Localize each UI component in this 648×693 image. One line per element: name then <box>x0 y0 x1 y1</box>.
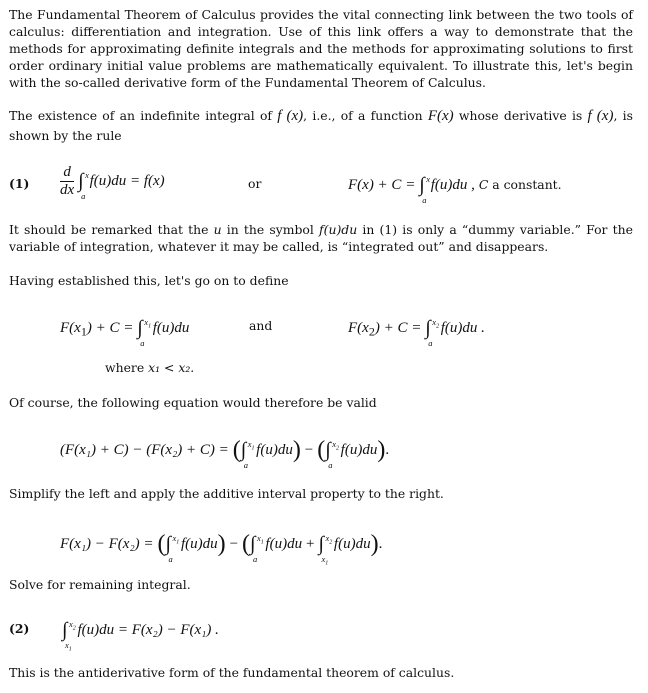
integral-sign-def2: ∫ $x_2$ a <box>425 317 440 348</box>
simplify-text: Simplify the left and apply the additive interval property to the right. <box>9 486 444 501</box>
existence-text-2: , i.e., of a function <box>303 108 423 123</box>
existence-text-3: whose derivative is <box>458 108 583 123</box>
definition-1: $F(x_1) + C$ = ∫ $x_1$ a f(u)du <box>60 317 190 348</box>
definition-2: $F(x_2) + C$ = ∫ $x_2$ a f(u)du . <box>348 317 485 348</box>
eq1-tag: (1) <box>9 176 30 191</box>
where-condition: where x₁ < x₂. <box>105 360 195 375</box>
existence-text-1: The existence of an indefinite integral of <box>9 108 272 123</box>
eq1-derivative-form <box>60 164 165 199</box>
Fx-symbol: F(x) <box>427 108 454 124</box>
intro-paragraph: The Fundamental Theorem of Calculus provides the vital connecting link between the two tools of calculus: differentiation and integration. Use of this link offers a way to demonstrate that the methods for approximating definite integrals and the methods for approximating solutions to first order ordinary initial value problems are mathematically equivalent. To illustrate this, let's begin with the so-called derivative form of the Fundamental Theorem of Calculus. <box>9 7 633 90</box>
integral-sign-def1: ∫ $x_1$ a <box>137 317 152 348</box>
existence-paragraph <box>9 106 633 146</box>
remark-paragraph: It should be remarked that the u in the symbol f(u)du in (1) is only a “dummy variable.” For the variable of integration, whatever it may be called, is “integrated out” and disappears. <box>9 222 633 254</box>
fx-symbol: f (x) <box>277 108 304 124</box>
equation-2: ∫ $x_2$ $x_1$ f(u)du = F(x₂) − F(x₁) . <box>62 619 219 653</box>
existence-text-4: , is shown by the rule <box>9 108 633 143</box>
solve-text: Solve for remaining integral. <box>9 577 191 592</box>
integral-sign: ∫ x a <box>78 170 89 201</box>
eq2-tag: (2) <box>9 621 30 636</box>
d-dx-fraction: $\frac{d}{dx}$ <box>60 164 75 198</box>
ofcourse-text: Of course, the following equation would therefore be valid <box>9 395 377 410</box>
eq1-or: or <box>248 176 262 191</box>
integral-sign-2: ∫ x a <box>419 174 431 205</box>
define-text: Having established this, let's go on to define <box>9 273 289 288</box>
closing-text: This is the antiderivative form of the fundamental theorem of calculus. <box>9 665 455 680</box>
eq1-integrand: f(u)du = f(x) <box>89 173 165 189</box>
equation-simplified: F(x₁) − F(x₂) = (∫ $x_1$ a f(u)du) − (∫ $x_1$ a f(u)du + ∫ $x_2$ $x_1$ f(u)du). <box>60 531 383 567</box>
fx-symbol-2: f (x) <box>587 108 614 124</box>
equation-valid: (F(x₁) + C) − (F(x₂) + C) = (∫ $x_1$ a f(u)du) − (∫ $x_2$ a f(u)du). <box>60 437 390 470</box>
eq1-antiderivative-form: F(x) + C = ∫ x a f(u)du , C a constant. <box>348 174 562 205</box>
definition-and: and <box>249 318 273 333</box>
